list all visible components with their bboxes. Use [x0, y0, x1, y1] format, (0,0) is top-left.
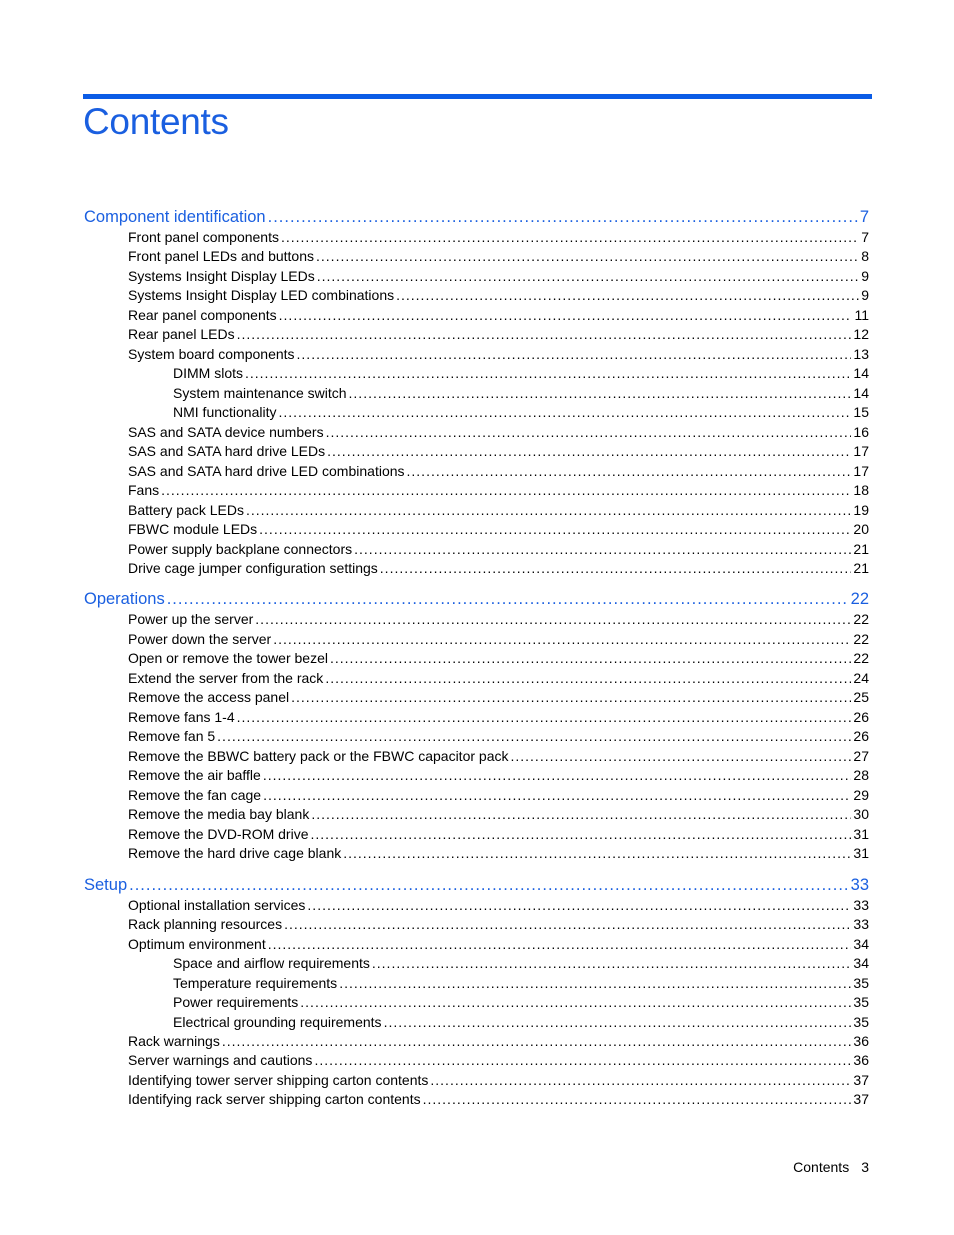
toc-entry-page: 37 [853, 1091, 869, 1107]
toc-dot-leader [327, 443, 851, 459]
toc-entry[interactable] [84, 1052, 869, 1068]
toc-entry[interactable] [84, 670, 869, 686]
toc-entry-page: 31 [853, 826, 869, 842]
toc-entry-page: 34 [853, 936, 869, 952]
toc-entry-label: Systems Insight Display LEDs [128, 268, 315, 284]
toc-entry[interactable] [84, 994, 869, 1010]
toc-entry[interactable] [84, 611, 869, 627]
toc-entry[interactable] [84, 975, 869, 991]
toc-entry[interactable] [84, 826, 869, 842]
toc-entry-page: 35 [853, 1014, 869, 1030]
toc-dot-leader [300, 994, 851, 1010]
toc-entry[interactable] [84, 1014, 869, 1030]
toc-entry-page: 15 [853, 404, 869, 420]
toc-dot-leader [278, 404, 851, 420]
toc-entry-label: Remove the fan cage [128, 787, 262, 803]
toc-entry[interactable] [84, 650, 869, 666]
toc-entry-page: 18 [853, 482, 869, 498]
toc-dot-leader [259, 521, 851, 537]
toc-dot-leader [237, 709, 852, 725]
toc-entry-page: 8 [861, 248, 869, 264]
toc-entry-label: DIMM slots [173, 365, 243, 381]
toc-dot-leader [330, 650, 851, 666]
toc-dot-leader [407, 463, 852, 479]
toc-entry-label: Setup [84, 876, 128, 894]
toc-entry[interactable] [84, 424, 869, 440]
toc-dot-leader [372, 955, 852, 971]
toc-entry-label: Drive cage jumper configuration settings [128, 560, 378, 576]
toc-entry-label: Fans [128, 482, 160, 498]
toc-entry-page: 30 [853, 806, 869, 822]
toc-entry[interactable] [84, 748, 869, 764]
toc-entry-page: 35 [853, 975, 869, 991]
toc-entry-page: 17 [853, 463, 869, 479]
toc-entry-label: Component identification [84, 208, 266, 226]
toc-entry[interactable] [84, 916, 869, 932]
toc-entry[interactable] [84, 521, 869, 537]
toc-dot-leader [316, 248, 859, 264]
toc-entry-label: Remove the air baffle [128, 767, 261, 783]
toc-entry[interactable] [84, 689, 869, 705]
toc-entry-page: 36 [853, 1052, 869, 1068]
toc-dot-leader [384, 1014, 852, 1030]
toc-entry-label: Optimum environment [128, 936, 266, 952]
toc-entry[interactable] [84, 767, 869, 783]
toc-entry-page: 14 [853, 385, 869, 401]
toc-entry-page: 9 [861, 287, 869, 303]
toc-entry-label: FBWC module LEDs [128, 521, 258, 537]
toc-dot-leader [281, 229, 859, 245]
toc-dot-leader [263, 787, 851, 803]
toc-dot-leader [311, 826, 852, 842]
toc-entry-page: 13 [853, 346, 869, 362]
toc-entry-label: Server warnings and cautions [128, 1052, 313, 1068]
toc-entry-page: 24 [853, 670, 869, 686]
toc-entry-page: 34 [853, 955, 869, 971]
toc-entry-page: 22 [853, 650, 869, 666]
toc-dot-leader [314, 1052, 851, 1068]
toc-dot-leader [343, 845, 851, 861]
toc-entry-label: Rack warnings [128, 1033, 220, 1049]
toc-entry-page: 22 [853, 631, 869, 647]
toc-entry-page: 17 [853, 443, 869, 459]
toc-dot-leader [297, 346, 852, 362]
toc-entry[interactable] [84, 268, 869, 284]
toc-entry[interactable] [84, 326, 869, 342]
toc-entry[interactable] [84, 1091, 869, 1107]
toc-entry-page: 26 [853, 709, 869, 725]
toc-dot-leader [161, 482, 851, 498]
toc-entry[interactable] [84, 541, 869, 557]
toc-dot-leader [273, 631, 851, 647]
toc-entry-page: 25 [853, 689, 869, 705]
toc-entry[interactable] [84, 1072, 869, 1088]
toc-entry-label: Battery pack LEDs [128, 502, 244, 518]
toc-entry[interactable] [84, 502, 869, 518]
page-title: Contents [83, 101, 229, 142]
toc-entry[interactable] [84, 631, 869, 647]
toc-chapter-entry[interactable] [84, 208, 869, 227]
toc-entry-label: Open or remove the tower bezel [128, 650, 328, 666]
toc-entry-page: 21 [853, 560, 869, 576]
toc-entry-label: Power requirements [173, 994, 299, 1010]
toc-entry-label: Systems Insight Display LED combinations [128, 287, 395, 303]
toc-entry[interactable] [84, 806, 869, 822]
toc-entry-label: Rack planning resources [128, 916, 283, 932]
toc-entry-label: SAS and SATA hard drive LED combinations [128, 463, 405, 479]
toc-dot-leader [423, 1091, 852, 1107]
toc-dot-leader [291, 689, 851, 705]
toc-dot-leader [380, 560, 852, 576]
toc-entry-page: 9 [861, 268, 869, 284]
toc-entry-label: Power down the server [128, 631, 272, 647]
toc-entry-page: 29 [853, 787, 869, 803]
toc-entry[interactable] [84, 385, 869, 401]
toc-entry-page: 16 [853, 424, 869, 440]
toc-dot-leader [354, 541, 851, 557]
toc-dot-leader [245, 365, 851, 381]
toc-entry[interactable] [84, 404, 869, 420]
toc-entry[interactable] [84, 482, 869, 498]
toc-entry-page: 27 [853, 748, 869, 764]
toc-dot-leader [311, 806, 851, 822]
toc-entry[interactable] [84, 560, 869, 576]
toc-entry-label: Front panel components [128, 229, 279, 245]
toc-entry-page: 33 [853, 916, 869, 932]
toc-entry[interactable] [84, 443, 869, 459]
toc-entry-label: Temperature requirements [173, 975, 338, 991]
toc-entry[interactable] [84, 463, 869, 479]
toc-entry-label: Remove the BBWC battery pack or the FBWC capacitor pack [128, 748, 509, 764]
toc-entry-page: 37 [853, 1072, 869, 1088]
toc-entry-page: 21 [853, 541, 869, 557]
toc-entry-label: Rear panel components [128, 307, 277, 323]
toc-dot-leader [255, 611, 851, 627]
toc-entry[interactable] [84, 787, 869, 803]
toc-entry[interactable] [84, 936, 869, 952]
toc-entry-label: Optional installation services [128, 897, 306, 913]
toc-entry-label: Remove the access panel [128, 689, 290, 705]
toc-entry-page: 26 [853, 728, 869, 744]
toc-dot-leader [325, 670, 851, 686]
toc-entry[interactable] [84, 307, 869, 323]
toc-entry-label: Remove the DVD-ROM drive [128, 826, 309, 842]
toc-chapter-entry[interactable] [84, 876, 869, 895]
toc-dot-leader [339, 975, 851, 991]
toc-entry-label: Operations [84, 590, 165, 608]
toc-dot-leader [510, 748, 851, 764]
toc-entry[interactable] [84, 248, 869, 264]
toc-entry-label: Identifying rack server shipping carton contents [128, 1091, 421, 1107]
toc-entry-page: 33 [853, 897, 869, 913]
toc-dot-leader [326, 424, 852, 440]
toc-entry-page: 28 [853, 767, 869, 783]
toc-dot-leader [217, 728, 851, 744]
toc-entry[interactable] [84, 287, 869, 303]
toc-entry-page: 36 [853, 1033, 869, 1049]
toc-entry-label: Remove the media bay blank [128, 806, 310, 822]
toc-entry-page: 19 [853, 502, 869, 518]
toc-entry-label: Space and airflow requirements [173, 955, 370, 971]
toc-entry-page: 35 [853, 994, 869, 1010]
toc-entry-page: 33 [850, 876, 869, 894]
toc-entry-page: 14 [853, 365, 869, 381]
toc-entry-label: Remove fans 1-4 [128, 709, 235, 725]
footer-label: Contents [793, 1159, 850, 1175]
toc-dot-leader [263, 767, 852, 783]
toc-entry-label: SAS and SATA device numbers [128, 424, 324, 440]
toc-entry-label: Power up the server [128, 611, 254, 627]
toc-entry-label: Power supply backplane connectors [128, 541, 353, 557]
toc-dot-leader [129, 876, 849, 895]
toc-entry-label: Remove fan 5 [128, 728, 216, 744]
toc-dot-leader [396, 287, 859, 303]
toc-dot-leader [430, 1072, 851, 1088]
toc-dot-leader [268, 936, 852, 952]
toc-entry[interactable] [84, 845, 869, 861]
toc-dot-leader [279, 307, 853, 323]
toc-entry-page: 7 [859, 208, 869, 226]
toc-dot-leader [268, 208, 858, 227]
toc-entry-label: System board components [128, 346, 295, 362]
toc-entry[interactable] [84, 709, 869, 725]
toc-entry-label: Rear panel LEDs [128, 326, 235, 342]
footer-page-number: 3 [861, 1159, 869, 1175]
title-rule [83, 94, 872, 99]
toc-entry[interactable] [84, 229, 869, 245]
toc-entry[interactable] [84, 955, 869, 971]
toc-dot-leader [349, 385, 852, 401]
toc-dot-leader [284, 916, 851, 932]
toc-entry-page: 20 [853, 521, 869, 537]
toc-entry-label: Extend the server from the rack [128, 670, 324, 686]
toc-entry-label: Front panel LEDs and buttons [128, 248, 315, 264]
toc-entry-page: 31 [853, 845, 869, 861]
toc-entry[interactable] [84, 1033, 869, 1049]
toc-dot-leader [222, 1033, 852, 1049]
toc-entry-label: Remove the hard drive cage blank [128, 845, 342, 861]
toc-dot-leader [237, 326, 852, 342]
page-footer [793, 1159, 869, 1175]
toc-dot-leader [167, 590, 849, 609]
toc-entry-label: NMI functionality [173, 404, 277, 420]
toc-entry-page: 11 [854, 307, 869, 323]
toc-entry[interactable] [84, 728, 869, 744]
toc-chapter-entry[interactable] [84, 590, 869, 609]
toc-dot-leader [317, 268, 859, 284]
toc-dot-leader [246, 502, 851, 518]
toc-entry-label: System maintenance switch [173, 385, 347, 401]
toc-entry[interactable] [84, 365, 869, 381]
toc-entry-page: 22 [850, 590, 869, 608]
toc-entry-page: 12 [853, 326, 869, 342]
toc-entry-label: Electrical grounding requirements [173, 1014, 382, 1030]
toc-dot-leader [307, 897, 851, 913]
toc-entry[interactable] [84, 897, 869, 913]
toc-entry-page: 22 [853, 611, 869, 627]
toc-entry[interactable] [84, 346, 869, 362]
toc-entry-label: SAS and SATA hard drive LEDs [128, 443, 326, 459]
toc-entry-label: Identifying tower server shipping carton contents [128, 1072, 429, 1088]
toc-entry-page: 7 [861, 229, 869, 245]
